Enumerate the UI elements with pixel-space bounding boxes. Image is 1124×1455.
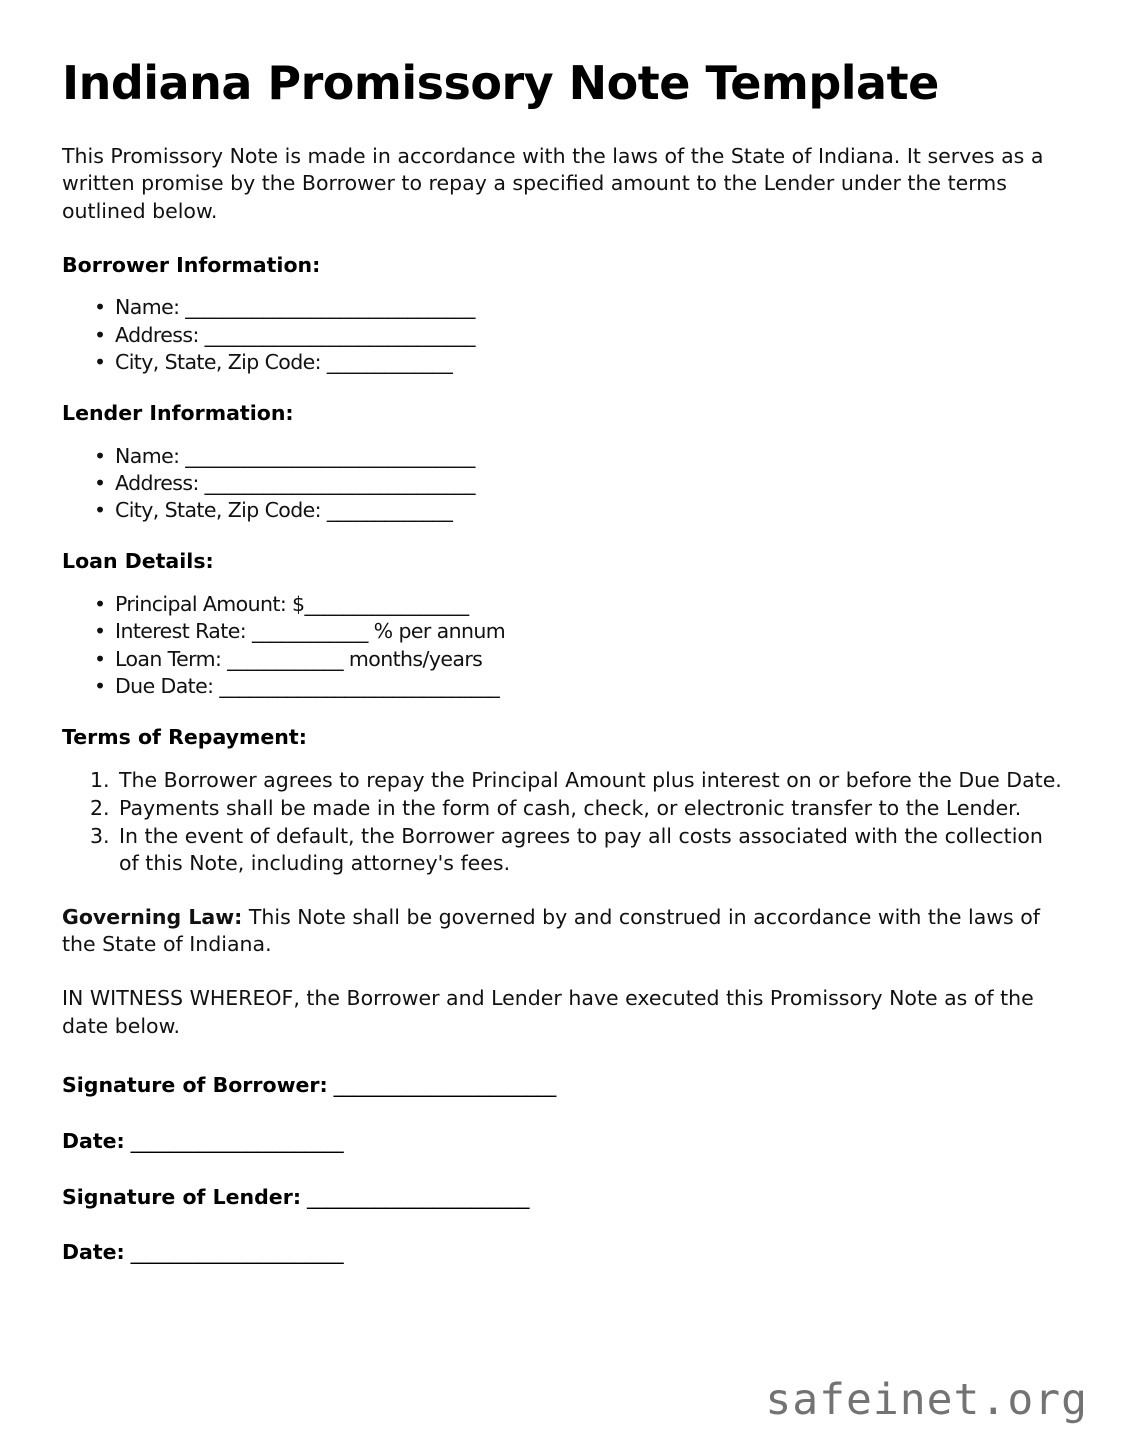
- borrower-field-list: [62, 294, 1062, 376]
- borrower-date-label: Date:: [62, 1129, 125, 1153]
- governing-law-text: This Note shall be governed by and construed in accordance with the laws of the State of Indiana.: [62, 904, 1040, 957]
- interest-rate-field: Interest Rate: ____________ % per annum: [115, 619, 506, 644]
- intro-paragraph: This Promissory Note is made in accordance with the laws of the State of Indiana. It serves as a written promise by the Borrower to repay a specified amount to the Lender under the terms outlined below.: [62, 143, 1044, 223]
- page-title: Indiana Promissory Note Template: [62, 56, 939, 110]
- list-item: [62, 443, 1062, 470]
- governing-law-paragraph: [62, 904, 1062, 959]
- list-item: In the event of default, the Borrower agrees to pay all costs associated with the collection of this Note, including attorney's fees.: [119, 824, 1043, 876]
- lender-signature-line: [62, 1184, 1062, 1211]
- list-item: [62, 618, 1062, 645]
- site-watermark: safeinet.org: [765, 1375, 1088, 1425]
- list-item: [62, 294, 1062, 321]
- borrower-signature-label: Signature of Borrower:: [62, 1073, 328, 1098]
- principal-amount-field: Principal Amount: $_________________: [115, 592, 469, 617]
- lender-signature-label: Signature of Lender:: [62, 1184, 302, 1209]
- borrower-date-line: [62, 1128, 1062, 1155]
- borrower-name-field: Name: ______________________________: [115, 295, 475, 320]
- list-item: [62, 322, 1062, 349]
- list-item: The Borrower agrees to repay the Principal Amount plus interest on or before the Due Date.: [119, 767, 1062, 792]
- signature-block: [62, 1072, 1062, 1266]
- loan-term-field: Loan Term: ____________ months/years: [115, 646, 483, 671]
- lender-date-rule: ______________________: [124, 1240, 343, 1265]
- governing-law-label: Governing Law:: [62, 904, 243, 929]
- terms-of-repayment-heading: Terms of Repayment:: [62, 725, 307, 750]
- list-item: Payments shall be made in the form of cash, check, or electronic transfer to the Lender.: [119, 795, 1022, 820]
- list-item: [62, 591, 1062, 618]
- loan-details-heading: Loan Details:: [62, 549, 214, 574]
- loan-details-field-list: [62, 591, 1062, 700]
- borrower-signature-rule: _______________________: [327, 1073, 556, 1098]
- lender-address-field: Address: ____________________________: [115, 470, 475, 495]
- lender-field-list: [62, 443, 1062, 525]
- due-date-field: Due Date: _____________________________: [115, 673, 500, 698]
- borrower-address-field: Address: ____________________________: [115, 322, 475, 347]
- governing-law-section: [62, 904, 1062, 1041]
- borrower-signature-line: [62, 1072, 1062, 1099]
- lender-date-label: Date:: [62, 1240, 125, 1265]
- witness-paragraph: IN WITNESS WHEREOF, the Borrower and Lender have executed this Promissory Note as of the date below.: [62, 986, 1034, 1038]
- borrower-information-heading: Borrower Information:: [62, 252, 321, 277]
- list-item: [62, 497, 1062, 524]
- lender-name-field: Name: ______________________________: [115, 443, 475, 468]
- list-item: [62, 349, 1062, 376]
- lender-signature-rule: _______________________: [301, 1184, 529, 1209]
- list-item: [62, 470, 1062, 497]
- lender-city-state-zip-field: City, State, Zip Code: _____________: [115, 498, 453, 523]
- terms-of-repayment-list: [62, 767, 1062, 878]
- lender-information-heading: Lender Information:: [62, 401, 294, 425]
- borrower-date-rule: ______________________: [124, 1129, 343, 1153]
- lender-date-line: [62, 1239, 1062, 1266]
- borrower-city-state-zip-field: City, State, Zip Code: _____________: [115, 349, 453, 374]
- list-item: [62, 646, 1062, 673]
- list-item: [62, 673, 1062, 700]
